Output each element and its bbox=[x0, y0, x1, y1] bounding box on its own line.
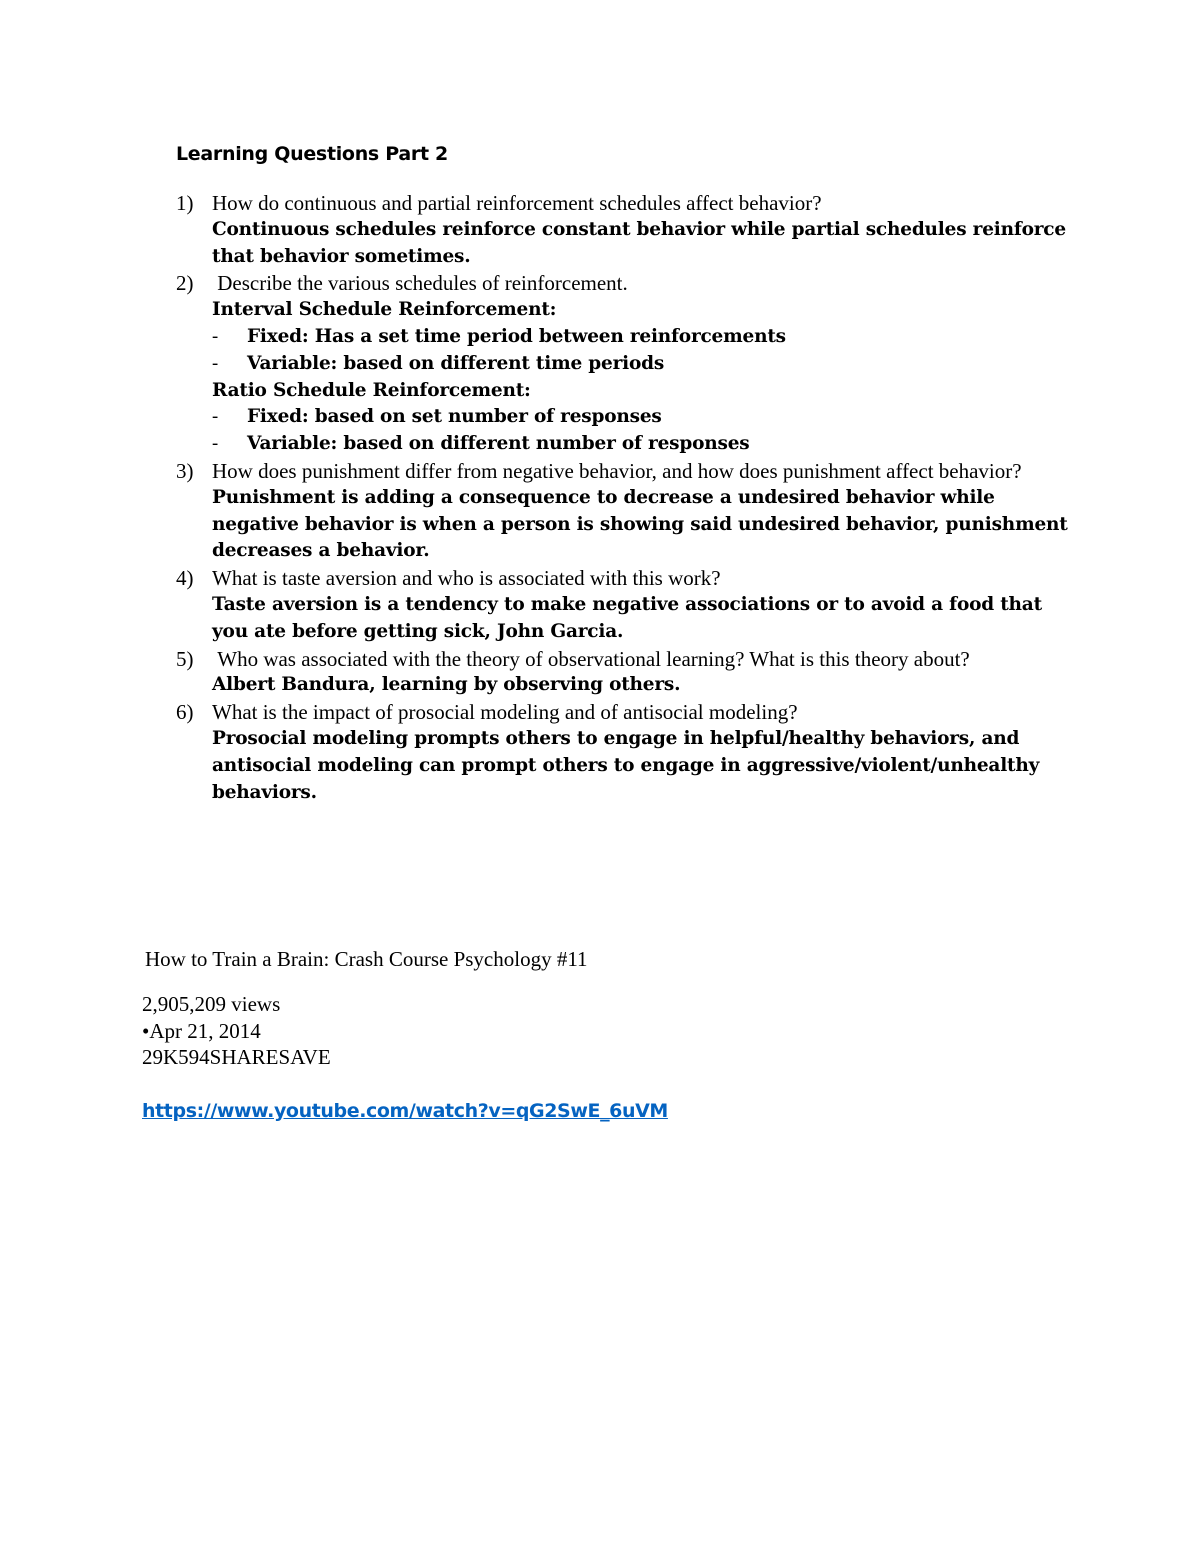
question-item-4 bbox=[176, 565, 1076, 645]
question-item-2 bbox=[176, 270, 1076, 458]
question-number: 4) bbox=[176, 566, 194, 591]
question-list bbox=[176, 190, 1076, 806]
question-item-5 bbox=[176, 646, 1076, 700]
question-text: How do continuous and partial reinforcement schedules affect behavior? bbox=[212, 191, 822, 215]
video-title: How to Train a Brain: Crash Course Psychology #11 bbox=[145, 947, 588, 971]
interval-schedule-heading: Interval Schedule Reinforcement: bbox=[212, 299, 557, 321]
question-item-1 bbox=[176, 190, 1076, 270]
video-actions: 29K594SHARESAVE bbox=[142, 1045, 331, 1070]
question-number: 3) bbox=[176, 458, 194, 483]
answer-text: Albert Bandura, learning by observing others. bbox=[212, 674, 681, 696]
ratio-schedule-heading: Ratio Schedule Reinforcement: bbox=[212, 379, 531, 401]
interval-schedule-list bbox=[212, 324, 1076, 378]
list-item-text: Fixed: based on set number of responses bbox=[247, 406, 662, 428]
youtube-link[interactable]: https://www.youtube.com/watch?v=qG2SwE_6uVM bbox=[142, 1100, 668, 1122]
question-text: Describe the various schedules of reinforcement. bbox=[212, 271, 628, 296]
document-heading: Learning Questions Part 2 bbox=[176, 143, 448, 165]
list-item-text: Variable: based on different time periods bbox=[247, 352, 665, 374]
question-item-6 bbox=[176, 699, 1076, 806]
question-text: Who was associated with the theory of observational learning? What is this theory about? bbox=[212, 646, 970, 671]
question-item-3 bbox=[176, 458, 1076, 565]
list-item-text: Fixed: Has a set time period between reinforcements bbox=[247, 325, 786, 347]
list-item bbox=[212, 324, 1076, 351]
question-number: 2) bbox=[176, 271, 194, 296]
question-text: What is the impact of prosocial modeling and of antisocial modeling? bbox=[212, 700, 798, 725]
answer-text: Continuous schedules reinforce constant behavior while partial schedules reinforce that behavior sometimes. bbox=[212, 218, 1066, 267]
video-info bbox=[142, 946, 588, 1071]
list-item bbox=[212, 404, 1076, 431]
answer-text: Prosocial modeling prompts others to engage in helpful/healthy behaviors, and antisocial modeling can prompt others to engage in aggressive/violent/unhealthy behaviors. bbox=[212, 727, 1040, 803]
video-meta bbox=[142, 991, 588, 1071]
answer-text: Taste aversion is a tendency to make negative associations or to avoid a food that you ate before getting sick, John Garcia. bbox=[212, 593, 1042, 642]
question-number: 6) bbox=[176, 700, 194, 725]
ratio-schedule-list bbox=[212, 404, 1076, 458]
question-text: How does punishment differ from negative behavior, and how does punishment affect behavior? bbox=[212, 458, 1022, 483]
answer-text: Punishment is adding a consequence to decrease a undesired behavior while negative behavior is when a person is showing said undesired behavior, punishment decreases a behavior. bbox=[212, 486, 1068, 562]
video-views: 2,905,209 views bbox=[142, 991, 281, 1016]
dash-bullet: - bbox=[212, 353, 218, 374]
dash-bullet: - bbox=[212, 407, 218, 428]
video-date: •Apr 21, 2014 bbox=[142, 1018, 261, 1043]
list-item bbox=[212, 351, 1076, 378]
list-item-text: Variable: based on different number of responses bbox=[247, 433, 750, 455]
dash-bullet: - bbox=[212, 434, 218, 455]
list-item bbox=[212, 431, 1076, 458]
question-text: What is taste aversion and who is associated with this work? bbox=[212, 566, 721, 591]
question-number: 5) bbox=[176, 646, 194, 671]
question-number: 1) bbox=[176, 191, 194, 215]
dash-bullet: - bbox=[212, 326, 218, 347]
